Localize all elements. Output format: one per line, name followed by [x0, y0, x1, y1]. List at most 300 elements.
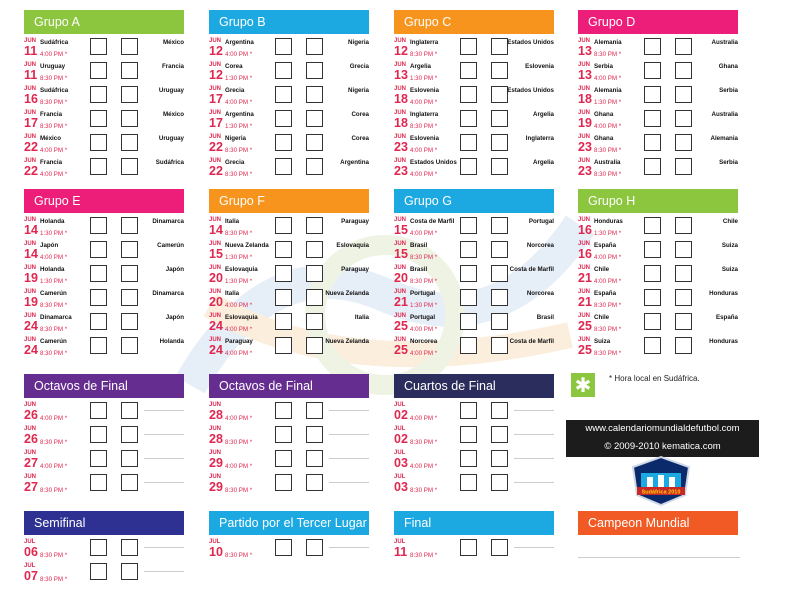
- home-team: Camerún: [40, 338, 67, 345]
- home-score-box[interactable]: [275, 134, 292, 151]
- stage-title: Cuartos de Final: [394, 374, 554, 398]
- away-score-box[interactable]: [491, 402, 508, 419]
- match-day: 27: [24, 456, 38, 470]
- home-score-box[interactable]: [90, 289, 107, 306]
- home-score-box[interactable]: [460, 241, 477, 258]
- away-score-box[interactable]: [121, 539, 138, 556]
- match-row: [578, 134, 738, 158]
- home-score-box[interactable]: [460, 38, 477, 55]
- away-score-box[interactable]: [121, 38, 138, 55]
- match-time: 4:00 PM *: [40, 463, 68, 470]
- match-row: [394, 265, 554, 289]
- footnote-text: * Hora local en Sudáfrica.: [609, 374, 700, 383]
- away-team: Italia: [354, 314, 369, 321]
- match-month: JUN: [24, 265, 37, 271]
- away-score-box[interactable]: [121, 402, 138, 419]
- match-day: 18: [394, 116, 408, 130]
- match-row: [394, 313, 554, 337]
- away-score-box[interactable]: [306, 217, 323, 234]
- home-score-box[interactable]: [90, 158, 107, 175]
- match-time: 1:30 PM *: [225, 278, 253, 285]
- match-day: 15: [209, 247, 223, 261]
- home-score-box[interactable]: [644, 86, 661, 103]
- match-month: JUN: [578, 86, 591, 92]
- away-team: Suiza: [721, 266, 738, 273]
- home-team: Brasil: [410, 242, 428, 249]
- home-score-box[interactable]: [460, 265, 477, 282]
- away-score-box[interactable]: [675, 110, 692, 127]
- away-score-box[interactable]: [675, 62, 692, 79]
- away-score-box[interactable]: [306, 539, 323, 556]
- away-score-box[interactable]: [491, 539, 508, 556]
- match-day: 26: [24, 432, 38, 446]
- match-day: 19: [578, 116, 592, 130]
- home-score-box[interactable]: [644, 289, 661, 306]
- group-title: Grupo D: [578, 10, 738, 34]
- group-panel: [24, 10, 184, 182]
- home-score-box[interactable]: [460, 426, 477, 443]
- match-time: 8:30 PM *: [225, 171, 253, 178]
- credits-box: [566, 420, 759, 457]
- match-month: JUN: [578, 337, 591, 343]
- away-team: Estados Unidos: [507, 39, 554, 46]
- away-score-box[interactable]: [306, 402, 323, 419]
- match-time: 1:30 PM *: [410, 75, 438, 82]
- away-score-box[interactable]: [121, 110, 138, 127]
- match-row: [394, 62, 554, 86]
- match-month: JUN: [578, 289, 591, 295]
- group-panel: [209, 10, 369, 182]
- match-time: 4:00 PM *: [594, 75, 622, 82]
- away-team: Argelia: [533, 159, 554, 166]
- match-time: 1:30 PM *: [225, 254, 253, 261]
- match-time: 8:30 PM *: [40, 350, 68, 357]
- away-team: Dinamarca: [152, 218, 184, 225]
- match-month: JUN: [394, 289, 407, 295]
- home-score-box[interactable]: [644, 241, 661, 258]
- home-team: Francia: [40, 159, 63, 166]
- away-score-box[interactable]: [491, 158, 508, 175]
- away-score-box[interactable]: [306, 313, 323, 330]
- away-team: México: [163, 111, 184, 118]
- footnote: [571, 373, 771, 397]
- away-score-box[interactable]: [306, 38, 323, 55]
- home-score-box[interactable]: [460, 337, 477, 354]
- home-score-box[interactable]: [275, 474, 292, 491]
- match-day: 15: [394, 223, 408, 237]
- match-time: 4:00 PM *: [40, 254, 68, 261]
- match-day: 25: [394, 343, 408, 357]
- group-panel: [394, 10, 554, 182]
- match-month: JUN: [209, 313, 222, 319]
- match-row: [394, 134, 554, 158]
- away-score-box[interactable]: [675, 337, 692, 354]
- home-score-box[interactable]: [275, 110, 292, 127]
- match-day: 24: [209, 343, 223, 357]
- home-team: Nigeria: [225, 135, 246, 142]
- home-score-box[interactable]: [460, 110, 477, 127]
- home-team: Camerún: [40, 290, 67, 297]
- match-time: 8:30 PM *: [594, 350, 622, 357]
- away-score-box[interactable]: [491, 450, 508, 467]
- match-day: 18: [578, 92, 592, 106]
- home-score-box[interactable]: [275, 62, 292, 79]
- home-team: Portugal: [410, 314, 436, 321]
- home-score-box[interactable]: [90, 110, 107, 127]
- match-month: JUN: [209, 62, 222, 68]
- away-score-box[interactable]: [306, 289, 323, 306]
- home-score-box[interactable]: [460, 217, 477, 234]
- match-month: JUN: [578, 241, 591, 247]
- away-score-box[interactable]: [121, 474, 138, 491]
- match-time: 8:30 PM *: [40, 99, 68, 106]
- match-month: JUN: [394, 158, 407, 164]
- match-month: JUN: [209, 38, 222, 44]
- away-team: Eslovenia: [525, 63, 554, 70]
- home-team: Holanda: [40, 218, 65, 225]
- away-score-box[interactable]: [675, 313, 692, 330]
- match-month: JUN: [24, 289, 37, 295]
- match-row: [209, 38, 369, 62]
- match-row: [394, 289, 554, 313]
- home-score-box[interactable]: [90, 134, 107, 151]
- home-score-box[interactable]: [460, 402, 477, 419]
- knockout-panel: [394, 374, 554, 500]
- home-team: Brasil: [410, 266, 428, 273]
- away-score-box[interactable]: [306, 474, 323, 491]
- home-score-box[interactable]: [460, 158, 477, 175]
- match-time: 4:00 PM *: [40, 415, 68, 422]
- home-score-box[interactable]: [90, 265, 107, 282]
- group-title: Grupo C: [394, 10, 554, 34]
- away-score-box[interactable]: [121, 337, 138, 354]
- match-row: [24, 289, 184, 313]
- away-team: Corea: [351, 111, 369, 118]
- home-score-box[interactable]: [460, 313, 477, 330]
- home-score-box[interactable]: [275, 241, 292, 258]
- home-team: Eslovaquia: [225, 266, 258, 273]
- home-team: Eslovaquia: [225, 314, 258, 321]
- home-score-box[interactable]: [275, 217, 292, 234]
- away-score-box[interactable]: [121, 241, 138, 258]
- away-score-box[interactable]: [675, 38, 692, 55]
- match-day: 22: [24, 140, 38, 154]
- away-score-box[interactable]: [675, 134, 692, 151]
- away-score-box[interactable]: [491, 337, 508, 354]
- home-score-box[interactable]: [460, 86, 477, 103]
- away-score-box[interactable]: [121, 86, 138, 103]
- away-score-box[interactable]: [306, 158, 323, 175]
- home-team: Norcorea: [410, 338, 438, 345]
- match-time: 8:30 PM *: [594, 171, 622, 178]
- match-time: 4:00 PM *: [225, 463, 253, 470]
- home-score-box[interactable]: [460, 289, 477, 306]
- team-name-line: [144, 434, 184, 435]
- match-time: 1:30 PM *: [594, 99, 622, 106]
- match-time: 8:30 PM *: [225, 552, 253, 559]
- match-row: [24, 313, 184, 337]
- home-score-box[interactable]: [275, 86, 292, 103]
- away-score-box[interactable]: [121, 450, 138, 467]
- away-team: Alemania: [710, 135, 738, 142]
- away-score-box[interactable]: [491, 86, 508, 103]
- home-score-box[interactable]: [90, 450, 107, 467]
- away-score-box[interactable]: [306, 62, 323, 79]
- away-team: Paraguay: [341, 266, 369, 273]
- match-time: 4:00 PM *: [225, 99, 253, 106]
- match-row: [394, 241, 554, 265]
- away-score-box[interactable]: [121, 217, 138, 234]
- away-score-box[interactable]: [491, 217, 508, 234]
- match-time: 4:00 PM *: [225, 415, 253, 422]
- match-day: 28: [209, 432, 223, 446]
- away-score-box[interactable]: [675, 158, 692, 175]
- away-score-box[interactable]: [121, 62, 138, 79]
- home-score-box[interactable]: [644, 62, 661, 79]
- away-team: Nueva Zelanda: [325, 338, 369, 345]
- match-day: 17: [209, 116, 223, 130]
- match-day: 20: [394, 271, 408, 285]
- home-score-box[interactable]: [460, 539, 477, 556]
- match-day: 19: [24, 271, 38, 285]
- home-score-box[interactable]: [644, 38, 661, 55]
- home-score-box[interactable]: [644, 110, 661, 127]
- home-score-box[interactable]: [275, 539, 292, 556]
- away-score-box[interactable]: [306, 426, 323, 443]
- away-team: Grecia: [349, 63, 369, 70]
- away-score-box[interactable]: [491, 241, 508, 258]
- match-row: [209, 426, 369, 450]
- match-time: 1:30 PM *: [594, 230, 622, 237]
- away-team: Corea: [351, 135, 369, 142]
- match-row: [24, 450, 184, 474]
- match-month: JUN: [24, 337, 37, 343]
- home-score-box[interactable]: [90, 241, 107, 258]
- match-time: 4:00 PM *: [40, 51, 68, 58]
- home-score-box[interactable]: [90, 402, 107, 419]
- home-team: Grecia: [225, 87, 245, 94]
- match-time: 1:30 PM *: [225, 123, 253, 130]
- match-month: JUN: [209, 450, 222, 456]
- match-month: JUN: [209, 265, 222, 271]
- match-day: 07: [24, 569, 38, 583]
- world-cup-logo: [627, 455, 695, 507]
- away-team: Camerún: [157, 242, 184, 249]
- home-score-box[interactable]: [460, 474, 477, 491]
- group-title: Grupo A: [24, 10, 184, 34]
- home-score-box[interactable]: [275, 402, 292, 419]
- match-day: 02: [394, 432, 408, 446]
- home-team: Francia: [40, 111, 63, 118]
- away-score-box[interactable]: [306, 241, 323, 258]
- match-time: 8:30 PM *: [410, 254, 438, 261]
- away-team: Honduras: [709, 338, 738, 345]
- home-score-box[interactable]: [90, 426, 107, 443]
- away-team: Chile: [722, 218, 738, 225]
- away-score-box[interactable]: [121, 563, 138, 580]
- match-row: [394, 402, 554, 426]
- match-time: 4:00 PM *: [594, 123, 622, 130]
- match-time: 4:00 PM *: [225, 350, 253, 357]
- away-score-box[interactable]: [306, 337, 323, 354]
- home-score-box[interactable]: [275, 337, 292, 354]
- home-score-box[interactable]: [90, 86, 107, 103]
- match-month: JUN: [394, 38, 407, 44]
- home-score-box[interactable]: [90, 217, 107, 234]
- match-row: [24, 38, 184, 62]
- home-score-box[interactable]: [460, 134, 477, 151]
- away-team: Estados Unidos: [507, 87, 554, 94]
- away-score-box[interactable]: [121, 289, 138, 306]
- site-url[interactable]: www.calendariomundialdefutbol.com: [585, 423, 740, 434]
- home-score-box[interactable]: [460, 62, 477, 79]
- match-row: [578, 241, 738, 265]
- match-day: 24: [24, 319, 38, 333]
- home-score-box[interactable]: [644, 313, 661, 330]
- away-team: México: [163, 39, 184, 46]
- team-name-line: [144, 547, 184, 548]
- home-score-box[interactable]: [275, 265, 292, 282]
- match-month: JUN: [24, 313, 37, 319]
- match-time: 1:30 PM *: [410, 302, 438, 309]
- match-day: 10: [209, 545, 223, 559]
- away-score-box[interactable]: [121, 426, 138, 443]
- match-day: 16: [578, 223, 592, 237]
- home-score-box[interactable]: [275, 38, 292, 55]
- home-team: Argentina: [225, 111, 254, 118]
- match-day: 29: [209, 480, 223, 494]
- away-score-box[interactable]: [121, 158, 138, 175]
- team-name-line: [144, 482, 184, 483]
- match-day: 25: [394, 319, 408, 333]
- away-score-box[interactable]: [491, 134, 508, 151]
- match-day: 14: [24, 247, 38, 261]
- away-score-box[interactable]: [675, 289, 692, 306]
- home-team: Inglaterra: [410, 39, 439, 46]
- away-score-box[interactable]: [675, 241, 692, 258]
- match-day: 13: [578, 44, 592, 58]
- match-time: 1:30 PM *: [225, 75, 253, 82]
- match-time: 4:00 PM *: [225, 326, 253, 333]
- away-team: Holanda: [159, 338, 184, 345]
- away-score-box[interactable]: [491, 313, 508, 330]
- home-score-box[interactable]: [644, 265, 661, 282]
- away-score-box[interactable]: [306, 110, 323, 127]
- match-month: JUN: [394, 337, 407, 343]
- away-score-box[interactable]: [491, 110, 508, 127]
- away-score-box[interactable]: [306, 86, 323, 103]
- match-month: JUN: [209, 110, 222, 116]
- match-time: 8:30 PM *: [225, 147, 253, 154]
- team-name-line: [329, 410, 369, 411]
- match-day: 03: [394, 480, 408, 494]
- match-row: [209, 402, 369, 426]
- home-score-box[interactable]: [644, 217, 661, 234]
- match-row: [209, 86, 369, 110]
- away-score-box[interactable]: [306, 134, 323, 151]
- match-month: JUN: [209, 217, 222, 223]
- home-team: México: [40, 135, 61, 142]
- away-score-box[interactable]: [675, 265, 692, 282]
- away-team: España: [715, 314, 738, 321]
- away-score-box[interactable]: [491, 289, 508, 306]
- logo-text: Sudáfrica 2010: [641, 489, 681, 496]
- match-row: [209, 110, 369, 134]
- home-score-box[interactable]: [90, 563, 107, 580]
- match-day: 28: [209, 408, 223, 422]
- match-month: JUN: [394, 110, 407, 116]
- match-month: JUL: [24, 563, 36, 569]
- away-score-box[interactable]: [306, 450, 323, 467]
- away-score-box[interactable]: [121, 134, 138, 151]
- match-day: 25: [578, 343, 592, 357]
- match-month: JUN: [24, 134, 37, 140]
- group-title: Grupo F: [209, 189, 369, 213]
- home-score-box[interactable]: [275, 158, 292, 175]
- match-month: JUL: [394, 539, 406, 545]
- match-day: 23: [394, 140, 408, 154]
- match-day: 20: [209, 271, 223, 285]
- team-name-line: [514, 547, 554, 548]
- match-time: 8:30 PM *: [40, 487, 68, 494]
- away-score-box[interactable]: [121, 313, 138, 330]
- away-score-box[interactable]: [491, 474, 508, 491]
- away-score-box[interactable]: [306, 265, 323, 282]
- away-score-box[interactable]: [491, 62, 508, 79]
- match-month: JUN: [24, 402, 37, 408]
- home-score-box[interactable]: [275, 426, 292, 443]
- away-score-box[interactable]: [121, 265, 138, 282]
- home-score-box[interactable]: [90, 539, 107, 556]
- home-team: Alemania: [594, 39, 622, 46]
- away-score-box[interactable]: [491, 38, 508, 55]
- home-score-box[interactable]: [90, 38, 107, 55]
- match-month: JUN: [24, 426, 37, 432]
- match-month: JUN: [209, 241, 222, 247]
- match-row: [24, 158, 184, 182]
- away-score-box[interactable]: [675, 86, 692, 103]
- match-month: JUN: [578, 265, 591, 271]
- match-day: 18: [394, 92, 408, 106]
- away-team: Uruguay: [158, 87, 184, 94]
- home-score-box[interactable]: [275, 289, 292, 306]
- match-row: [394, 158, 554, 182]
- away-score-box[interactable]: [675, 217, 692, 234]
- home-score-box[interactable]: [644, 337, 661, 354]
- home-score-box[interactable]: [460, 450, 477, 467]
- team-name-line: [144, 571, 184, 572]
- home-score-box[interactable]: [644, 134, 661, 151]
- home-score-box[interactable]: [275, 450, 292, 467]
- match-month: JUN: [209, 474, 222, 480]
- match-day: 13: [578, 68, 592, 82]
- away-team: Australia: [711, 39, 738, 46]
- home-score-box[interactable]: [90, 313, 107, 330]
- home-score-box[interactable]: [90, 474, 107, 491]
- match-row: [209, 313, 369, 337]
- home-score-box[interactable]: [90, 62, 107, 79]
- home-score-box[interactable]: [275, 313, 292, 330]
- match-time: 1:30 PM *: [40, 230, 68, 237]
- match-row: [394, 539, 554, 563]
- home-score-box[interactable]: [644, 158, 661, 175]
- match-row: [209, 217, 369, 241]
- home-score-box[interactable]: [90, 337, 107, 354]
- away-team: Argelia: [533, 111, 554, 118]
- away-score-box[interactable]: [491, 426, 508, 443]
- away-score-box[interactable]: [491, 265, 508, 282]
- match-row: [24, 134, 184, 158]
